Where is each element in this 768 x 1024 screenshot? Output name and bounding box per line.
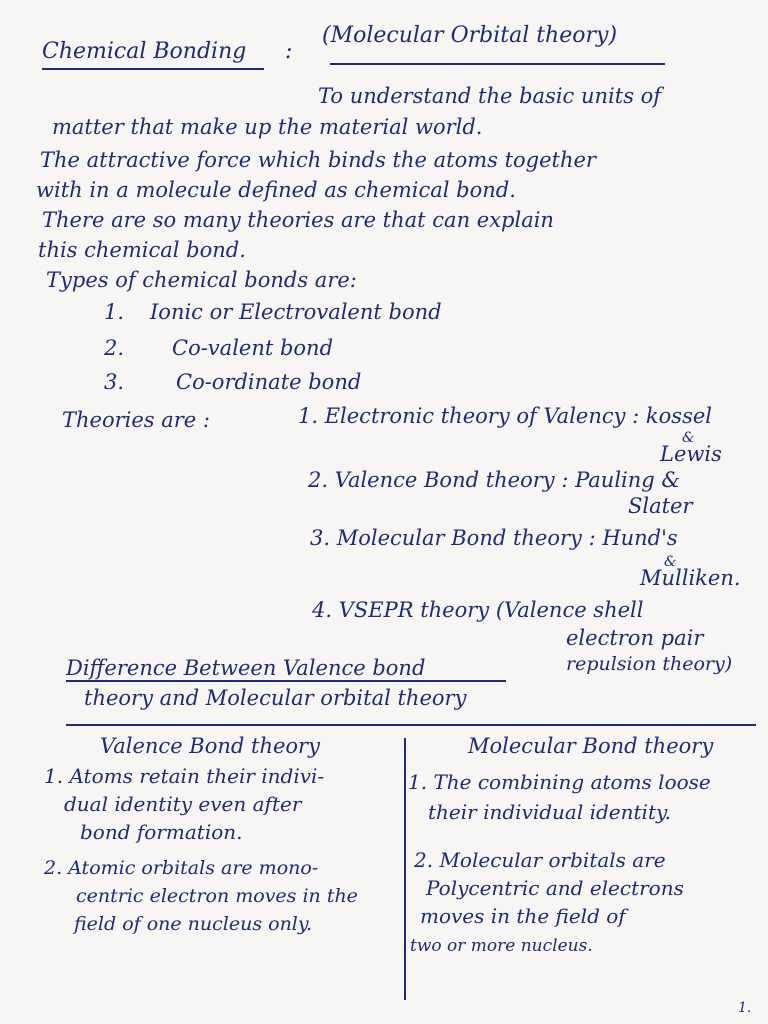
subtitle-underline <box>330 63 665 65</box>
right-row-1-line-1: 1. The combining atoms loose <box>408 770 711 794</box>
intro-line-1: To understand the basic units of <box>318 84 662 108</box>
intro-line-3: The attractive force which binds the atoms together <box>40 148 596 172</box>
left-column-header: Valence Bond theory <box>100 734 320 758</box>
intro-line-6: this chemical bond. <box>38 238 246 262</box>
page-number: 1. <box>738 1000 752 1016</box>
table-top-rule <box>66 724 756 726</box>
types-item-2: Co-valent bond <box>172 336 334 360</box>
types-num-2: 2. <box>104 336 125 360</box>
right-row-2-line-2: Polycentric and electrons <box>426 876 684 900</box>
right-row-1-line-2: their individual identity. <box>428 800 671 824</box>
left-row-2-line-1: 2. Atomic orbitals are mono- <box>44 857 319 879</box>
theory-3-amp: & <box>664 554 677 570</box>
intro-line-5: There are so many theories are that can explain <box>42 208 554 232</box>
theory-2-line2: Slater <box>628 494 693 518</box>
theory-2: 2. Valence Bond theory : Pauling & <box>308 468 681 492</box>
theory-4: 4. VSEPR theory (Valence shell <box>312 598 644 622</box>
theories-heading: Theories are : <box>62 408 210 432</box>
intro-line-4: with in a molecule defined as chemical bond. <box>36 178 516 202</box>
left-row-1-line-3: bond formation. <box>80 820 243 844</box>
right-row-2-line-1: 2. Molecular orbitals are <box>414 848 666 872</box>
types-item-3: Co-ordinate bond <box>176 370 362 394</box>
difference-heading-1: Difference Between Valence bond <box>66 656 426 680</box>
theory-1: 1. Electronic theory of Valency : kossel <box>298 404 712 428</box>
left-row-2-line-3: field of one nucleus only. <box>74 913 313 935</box>
difference-heading-2: theory and Molecular orbital theory <box>84 686 467 710</box>
theory-1-amp: & <box>682 430 695 446</box>
theory-4-line2: electron pair <box>566 626 704 650</box>
types-num-1: 1. <box>104 300 125 324</box>
types-heading: Types of chemical bonds are: <box>46 268 357 292</box>
types-item-1: Ionic or Electrovalent bond <box>150 300 442 324</box>
intro-line-2: matter that make up the material world. <box>52 115 483 139</box>
page-subtitle: (Molecular Orbital theory) <box>322 23 618 48</box>
left-row-1-line-2: dual identity even after <box>64 792 302 816</box>
types-num-3: 3. <box>104 370 125 394</box>
theory-1-line2: Lewis <box>660 442 722 466</box>
theory-3: 3. Molecular Bond theory : Hund's <box>310 526 678 550</box>
left-row-1-line-1: 1. Atoms retain their indivi- <box>44 764 325 788</box>
difference-underline <box>66 680 506 682</box>
table-divider <box>404 738 406 1000</box>
title-colon: : <box>285 39 293 64</box>
right-column-header: Molecular Bond theory <box>468 734 714 758</box>
page-title: Chemical Bonding <box>42 39 247 64</box>
theory-3-line2: Mulliken. <box>640 566 741 590</box>
right-row-2-line-3: moves in the field of <box>420 904 626 928</box>
right-row-2-line-4: two or more nucleus. <box>410 936 593 956</box>
title-underline <box>42 68 264 70</box>
left-row-2-line-2: centric electron moves in the <box>76 885 358 907</box>
theory-4-line3: repulsion theory) <box>566 653 733 675</box>
